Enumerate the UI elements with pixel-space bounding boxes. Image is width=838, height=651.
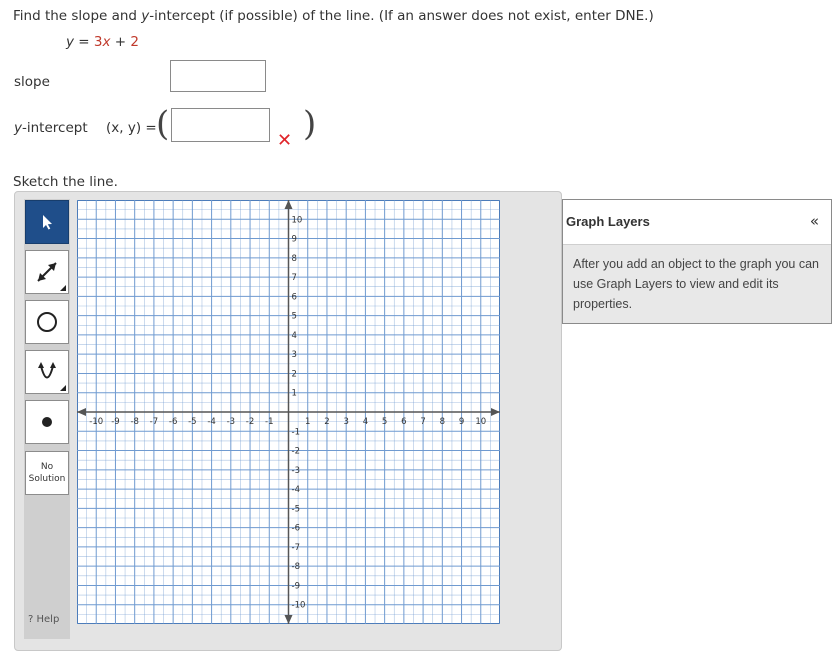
equation-plus: + — [110, 34, 131, 50]
equation-coef: 3 — [93, 34, 103, 50]
y-tick-label: -9 — [291, 581, 300, 592]
x-tick-label: -7 — [149, 417, 159, 427]
x-tick-label: -9 — [111, 417, 120, 427]
line-arrows-icon — [32, 257, 62, 287]
y-tick-label: -5 — [291, 504, 300, 515]
incorrect-x-icon: ✕ — [277, 130, 293, 151]
y-tick-label: 1 — [291, 388, 297, 399]
parabola-tool[interactable] — [25, 350, 69, 394]
y-tick-label: 2 — [291, 369, 297, 380]
graph-layers-panel — [562, 199, 832, 324]
x-tick-label: 3 — [343, 417, 349, 427]
x-tick-label: -8 — [130, 417, 139, 427]
x-tick-label: -6 — [168, 417, 178, 427]
coordinate-grid[interactable] — [77, 200, 500, 624]
graph-layers-header — [563, 200, 831, 245]
prompt-suffix: -intercept (if possible) of the line. (If an answer does not exist, enter DNE.) — [149, 8, 654, 24]
y-tick-label: 5 — [291, 311, 297, 322]
no-solution-line2: Solution — [28, 474, 66, 484]
prompt-prefix: Find the slope and — [13, 8, 142, 24]
intercept-label — [14, 120, 88, 136]
x-tick-label: 5 — [381, 417, 388, 427]
select-tool[interactable] — [25, 200, 69, 244]
intercept-label-rest: -intercept — [22, 120, 88, 136]
y-tick-label: -8 — [291, 562, 300, 573]
prompt-var: y — [141, 8, 150, 24]
line-tool[interactable] — [25, 250, 69, 294]
equation-x: x — [102, 34, 111, 50]
parabola-icon — [32, 357, 62, 387]
graph-layers-description: After you add an object to the graph you can use Graph Layers to view and edit its properties. — [573, 257, 820, 311]
y-tick-label: 7 — [291, 273, 297, 284]
y-tick-label: -3 — [291, 465, 300, 476]
x-tick-label: -4 — [207, 417, 216, 427]
equation-eq: = — [74, 34, 94, 50]
point-icon — [40, 415, 54, 429]
x-tick-label: -1 — [265, 417, 274, 427]
y-tick-label: 9 — [291, 234, 297, 245]
no-solution-line1: No — [40, 462, 54, 472]
y-tick-label: 6 — [291, 292, 297, 303]
point-label: (x, y) = — [106, 120, 157, 136]
y-tick-label: 3 — [291, 350, 297, 361]
x-tick-label: -2 — [245, 417, 255, 427]
y-tick-label: -2 — [291, 446, 300, 457]
question-prompt — [13, 8, 654, 24]
collapse-icon[interactable]: « — [809, 212, 819, 230]
y-tick-label: 8 — [291, 253, 297, 264]
intercept-label-var: y — [14, 120, 22, 136]
slope-input[interactable] — [170, 60, 266, 92]
x-tick-label: 8 — [439, 417, 446, 427]
y-tick-label: 4 — [291, 330, 297, 341]
arrow-pointer-icon — [40, 214, 54, 230]
x-tick-label: 6 — [401, 417, 407, 427]
intercept-input[interactable] — [171, 108, 270, 142]
point-tool[interactable] — [25, 400, 69, 444]
circle-tool[interactable] — [25, 300, 69, 344]
y-tick-label: -7 — [291, 542, 300, 553]
graph-layers-title: Graph Layers — [566, 214, 650, 229]
slope-label: slope — [14, 74, 50, 90]
circle-icon — [34, 309, 60, 335]
graph-area[interactable] — [77, 200, 500, 624]
x-tick-label: 10 — [475, 417, 487, 427]
x-tick-label: 7 — [420, 417, 426, 427]
equation-const: 2 — [130, 34, 139, 50]
help-icon: ? — [28, 614, 34, 625]
x-tick-label: 2 — [324, 417, 330, 427]
x-tick-label: -5 — [188, 417, 197, 427]
equation-lhs: y — [66, 34, 74, 50]
sketch-instruction: Sketch the line. — [13, 174, 118, 190]
x-tick-label: -10 — [89, 417, 104, 427]
help-label: Help — [36, 614, 60, 625]
y-tick-label: -6 — [291, 523, 300, 534]
tool-menu-corner-icon — [60, 285, 66, 291]
x-tick-label: 4 — [362, 417, 369, 427]
x-tick-label: 9 — [458, 417, 465, 427]
y-tick-label: -10 — [291, 600, 306, 611]
help-link[interactable] — [28, 614, 59, 625]
tool-menu-corner-icon — [60, 385, 66, 391]
close-paren: ) — [303, 104, 317, 144]
x-tick-label: -3 — [226, 417, 236, 427]
y-tick-label: 10 — [291, 215, 303, 226]
y-tick-label: -1 — [291, 427, 300, 438]
x-tick-label: 1 — [305, 417, 311, 427]
open-paren: ( — [156, 104, 170, 144]
equation — [66, 34, 139, 50]
no-solution-button[interactable] — [25, 451, 69, 495]
y-tick-label: -4 — [291, 485, 300, 496]
